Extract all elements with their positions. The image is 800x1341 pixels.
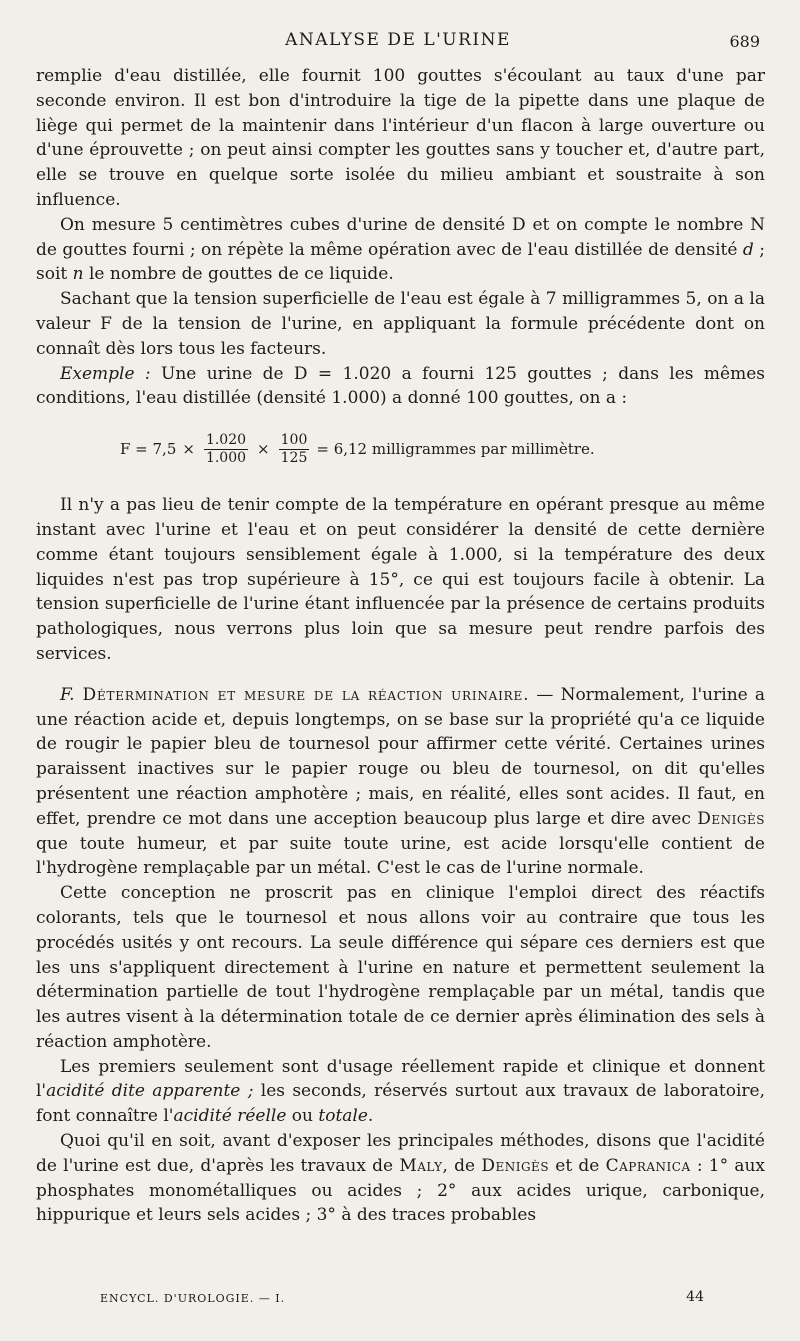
fraction-2-numerator: 100 — [280, 431, 308, 448]
paragraph-4-example: Exemple : Une urine de D = 1.020 a fourni 125 gouttes ; dans les mêmes conditions, l'eau distillée (densité 1.000) a donné 100 gouttes, on a : — [36, 363, 765, 409]
variable-n: n — [72, 264, 84, 285]
page-footer — [100, 1289, 704, 1312]
running-head: ANALYSE DE L'URINE — [285, 30, 511, 50]
body-text — [36, 64, 765, 1228]
section-heading: Détermination et mesure de la réaction urinaire. — [74, 684, 530, 705]
page-header — [36, 28, 760, 52]
fraction-1-denominator: 1.000 — [205, 449, 247, 466]
footer-title: ENCYCL. D'UROLOGIE. — I. — [100, 1292, 286, 1305]
paragraph-5: Il n'y a pas lieu de tenir compte de la température en opérant presque au même instant avec l'urine et l'eau et on peut considérer la densité de cette dernière comme étant toujours sensiblement égale à 1.000, si la température des deux liquides n'est pas trop supérieure à 15°, ce qui est toujours facile à obtenir. La tension superficielle de l'urine étant influencée par la présence de certains produits pathologiques, nous verrons plus loin que sa mesure peut rendre parfois des services. — [36, 495, 765, 664]
formula-fraction-2 — [279, 432, 310, 467]
variable-d: d — [742, 239, 754, 260]
author-maly: Maly — [399, 1155, 443, 1176]
author-deniges: Denigès — [697, 808, 765, 829]
formula-fraction-1 — [204, 432, 248, 467]
paragraph-9: Quoi qu'il en soit, avant d'exposer les principales méthodes, disons que l'acidité de l'urine est due, d'après les travaux de Maly, de Denigès et de Capranica : 1° aux phosphates monométalliques ou acides ; 2° aux acides urique, carbonique, hippurique et leurs sels acides ; 3° à des traces probables — [36, 1131, 766, 1226]
term-acidite-apparente: acidité dite apparente ; — [46, 1081, 254, 1102]
section-letter: F. — [60, 684, 75, 705]
paragraph-1: remplie d'eau distillée, elle fournit 100 gouttes s'écoulant au taux d'une par seconde environ. Il est bon d'introduire la tige de la pipette dans une plaque de liège qui permet de la maintenir dans l'intérieur d'un flacon à large ouverture ou d'une éprouvette ; on peut ainsi compter les gouttes sans y toucher et, d'autre part, elle se trouve en quelque sorte isolée du milieu ambiant et soustraite à son influence. — [36, 66, 765, 210]
formula-times-2: × — [257, 439, 270, 458]
term-acidite-reelle: acidité réelle — [173, 1106, 287, 1127]
footer-signature: 44 — [686, 1289, 704, 1305]
paragraph-7: Cette conception ne proscrit pas en clinique l'emploi direct des réactifs colorants, tels que le tournesol et nous allons voir au contraire que tous les procédés usités y ont recours. La seule différence qui sépare ces derniers est que les uns s'appliquent directement à l'urine en nature et permettent seulement la détermination partielle de tout l'hydrogène remplaçable par un métal, tandis que les autres visent à la détermination totale de ce dernier après élimination des sels à réaction amphotère. — [36, 883, 765, 1052]
term-totale: totale — [318, 1106, 368, 1127]
paragraph-2: On mesure 5 centimètres cubes d'urine de densité D et on compte le nombre N de gouttes fourni ; on répète la même opération avec de l'eau distillée de densité d ; soit n le nombre de gouttes de ce liquide. — [36, 214, 765, 285]
fraction-2-denominator: 125 — [280, 449, 308, 466]
author-capranica: Capranica — [605, 1155, 691, 1176]
author-deniges-2: Denigès — [481, 1155, 550, 1176]
paragraph-3: Sachant que la tension superficielle de l'eau est égale à 7 milligrammes 5, on a la valeur F de la tension de l'urine, en appliquant la formule précédente dont on connaît dès lors tous les facteurs. — [36, 289, 765, 359]
formula-times-1: × — [182, 439, 195, 458]
formula-result: = 6,12 milligrammes par millimètre. — [316, 439, 595, 458]
formula-lhs: F = 7,5 — [120, 439, 177, 458]
page-number: 689 — [729, 32, 760, 51]
paragraph-8: Les premiers seulement sont d'usage réellement rapide et clinique et donnent l'acidité dite apparente ; les seconds, réservés surtout aux travaux de laboratoire, font connaître l'acidité réelle ou totale. — [36, 1056, 765, 1127]
section-gap — [36, 667, 765, 683]
example-label: Exemple : — [60, 363, 151, 384]
paragraph-6-section: F. Détermination et mesure de la réaction urinaire. — Normalement, l'urine a une réaction acide et, depuis longtemps, on se base sur la propriété qu'a ce liquide de rougir le papier bleu de tournesol pour affirmer cette vérité. Certaines urines paraissent inactives sur le papier rouge ou bleu de tournesol, on dit qu'elles présentent une réaction amphotère ; mais, en réalité, elles sont acides. Il faut, en effet, prendre ce mot dans une acception beaucoup plus large et dire avec Denigès que toute humeur, et par suite toute urine, est acide lorsqu'elle contient de l'hydrogène remplaçable par un métal. C'est le cas de l'urine normale. — [36, 684, 765, 879]
fraction-1-numerator: 1.020 — [205, 431, 247, 448]
formula — [36, 419, 765, 479]
